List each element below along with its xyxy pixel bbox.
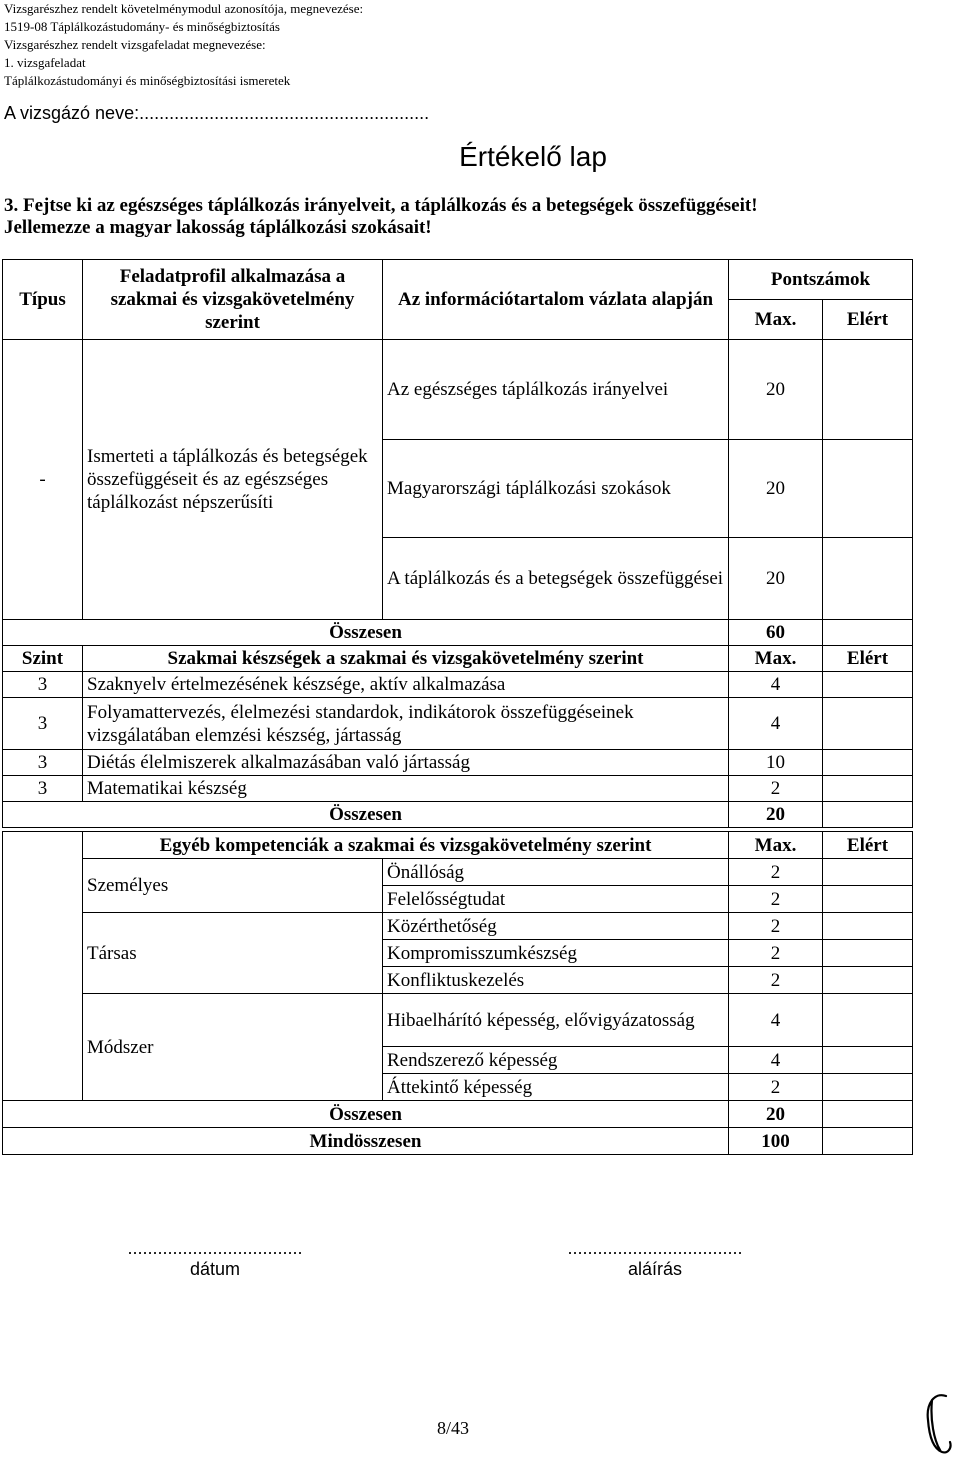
- level-cell: 3: [3, 750, 83, 776]
- achieved-cell[interactable]: [823, 340, 913, 440]
- skill-cell: Folyamattervezés, élelmezési standardok, indikátorok összefüggéseinek vizsgálatában elemzési készség, jártasság: [83, 698, 729, 750]
- achieved-cell[interactable]: [823, 967, 913, 994]
- col-header-level: Szint: [3, 646, 83, 672]
- date-signature-block: [80, 1238, 350, 1280]
- max-cell: 2: [729, 776, 823, 802]
- grand-total-row: [3, 1128, 913, 1155]
- signature-block: [520, 1238, 790, 1280]
- col-header-achieved: Elért: [823, 646, 913, 672]
- achieved-cell[interactable]: [823, 698, 913, 750]
- competency-cell: Áttekintő képesség: [383, 1074, 729, 1101]
- table-row: [3, 750, 913, 776]
- skill-cell: Szaknyelv értelmezésének készsége, aktív alkalmazása: [83, 672, 729, 698]
- total-label: Összesen: [3, 620, 729, 646]
- col-header-type: Típus: [3, 260, 83, 340]
- col-header-competencies: Egyéb kompetenciák a szakmai és vizsgakövetelmény szerint: [83, 832, 729, 859]
- achieved-cell[interactable]: [823, 672, 913, 698]
- competency-cell: Rendszerező képesség: [383, 1047, 729, 1074]
- achieved-cell[interactable]: [823, 859, 913, 886]
- col-header-info: Az információtartalom vázlata alapján: [383, 260, 729, 340]
- col-header-achieved: Elért: [823, 300, 913, 340]
- document-header: [4, 0, 363, 90]
- achieved-cell[interactable]: [823, 1074, 913, 1101]
- handwritten-initial-icon: [920, 1390, 956, 1460]
- group-cell: Személyes: [83, 859, 383, 913]
- max-cell: 4: [729, 698, 823, 750]
- table-row: [3, 672, 913, 698]
- group-cell: Módszer: [83, 994, 383, 1101]
- header-line: 1. vizsgafeladat: [4, 55, 86, 70]
- table-row: [3, 646, 913, 672]
- header-line: Vizsgarészhez rendelt követelménymodul azonosítója, megnevezése:: [4, 1, 364, 16]
- table-row: [3, 994, 913, 1047]
- info-cell: A táplálkozás és a betegségek összefüggései: [383, 538, 729, 620]
- type-cell: -: [3, 340, 83, 620]
- achieved-cell[interactable]: [823, 1101, 913, 1128]
- info-cell: Magyarországi táplálkozási szokások: [383, 440, 729, 538]
- col-header-points: Pontszámok: [729, 260, 913, 300]
- total-value: 20: [729, 802, 823, 828]
- skill-cell: Matematikai készség: [83, 776, 729, 802]
- competency-cell: Hibaelhárító képesség, elővigyázatosság: [383, 994, 729, 1047]
- evaluation-table-skills: [2, 645, 913, 828]
- achieved-cell[interactable]: [823, 440, 913, 538]
- total-label: Összesen: [3, 1101, 729, 1128]
- evaluation-table-content: [2, 259, 913, 646]
- total-value: 60: [729, 620, 823, 646]
- total-row: [3, 620, 913, 646]
- achieved-cell[interactable]: [823, 1047, 913, 1074]
- total-row: [3, 802, 913, 828]
- grand-total-value: 100: [729, 1128, 823, 1155]
- competency-cell: Konfliktuskezelés: [383, 967, 729, 994]
- max-cell: 2: [729, 886, 823, 913]
- competency-cell: Kompromisszumkészség: [383, 940, 729, 967]
- table-row: [3, 913, 913, 940]
- max-cell: 4: [729, 672, 823, 698]
- max-cell: 20: [729, 340, 823, 440]
- examinee-name-field: A vizsgázó neve:..........................................................: [4, 103, 430, 123]
- table-row: [3, 859, 913, 886]
- task-line: Jellemezze a magyar lakosság táplálkozási szokásait!: [4, 217, 432, 238]
- achieved-cell[interactable]: [823, 886, 913, 913]
- table-row: [3, 340, 913, 440]
- total-value: 20: [729, 1101, 823, 1128]
- signature-label: aláírás: [627, 1259, 683, 1279]
- max-cell: 20: [729, 440, 823, 538]
- col-header-max: Max.: [729, 300, 823, 340]
- achieved-cell[interactable]: [823, 776, 913, 802]
- max-cell: 2: [729, 1074, 823, 1101]
- achieved-cell[interactable]: [823, 620, 913, 646]
- table-row: [3, 260, 913, 300]
- achieved-cell[interactable]: [823, 802, 913, 828]
- col-header-max: Max.: [729, 646, 823, 672]
- header-line: Vizsgarészhez rendelt vizsgafeladat megnevezése:: [4, 37, 266, 52]
- date-label: dátum: [189, 1259, 241, 1279]
- max-cell: 2: [729, 940, 823, 967]
- competency-cell: Felelősségtudat: [383, 886, 729, 913]
- level-cell: 3: [3, 698, 83, 750]
- col-header-achieved: Elért: [823, 832, 913, 859]
- max-cell: 4: [729, 994, 823, 1047]
- max-cell: 10: [729, 750, 823, 776]
- achieved-cell[interactable]: [823, 913, 913, 940]
- table-row: [3, 832, 913, 859]
- table-row: [3, 776, 913, 802]
- skill-cell: Diétás élelmiszerek alkalmazásában való jártasság: [83, 750, 729, 776]
- date-line[interactable]: ...................................: [127, 1238, 303, 1258]
- achieved-cell[interactable]: [823, 940, 913, 967]
- achieved-cell[interactable]: [823, 750, 913, 776]
- evaluation-table-competencies: [2, 831, 913, 1155]
- table-row: [3, 698, 913, 750]
- col-header-skills: Szakmai készségek a szakmai és vizsgakövetelmény szerint: [83, 646, 729, 672]
- header-line: Táplálkozástudományi és minőségbiztosítási ismeretek: [4, 73, 291, 88]
- max-cell: 2: [729, 859, 823, 886]
- max-cell: 20: [729, 538, 823, 620]
- col-header-max: Max.: [729, 832, 823, 859]
- blank-cell: [3, 832, 83, 1101]
- grand-total-label: Mindösszesen: [3, 1128, 729, 1155]
- max-cell: 2: [729, 967, 823, 994]
- total-label: Összesen: [3, 802, 729, 828]
- page-title: Értékelő lap: [459, 141, 607, 172]
- task-line: 3. Fejtse ki az egészséges táplálkozás irányelveit, a táplálkozás és a betegségek összefüggéseit!: [4, 195, 758, 216]
- group-cell: Társas: [83, 913, 383, 994]
- signature-line[interactable]: ...................................: [567, 1238, 743, 1258]
- competency-cell: Közérthetőség: [383, 913, 729, 940]
- level-cell: 3: [3, 672, 83, 698]
- total-row: [3, 1101, 913, 1128]
- competency-cell: Önállóság: [383, 859, 729, 886]
- achieved-cell[interactable]: [823, 538, 913, 620]
- max-cell: 4: [729, 1047, 823, 1074]
- level-cell: 3: [3, 776, 83, 802]
- achieved-cell[interactable]: [823, 994, 913, 1047]
- col-header-profile: Feladatprofil alkalmazása a szakmai és vizsgakövetelmény szerint: [83, 260, 383, 340]
- info-cell: Az egészséges táplálkozás irányelvei: [383, 340, 729, 440]
- profile-cell: Ismerteti a táplálkozás és betegségek összefüggéseit és az egészséges táplálkozást népszerűsíti: [83, 340, 383, 620]
- achieved-cell[interactable]: [823, 1128, 913, 1155]
- task-description: [4, 195, 954, 239]
- max-cell: 2: [729, 913, 823, 940]
- header-line: 1519-08 Táplálkozástudomány- és minőségbiztosítás: [4, 19, 280, 34]
- page-number: 8/43: [436, 1418, 469, 1438]
